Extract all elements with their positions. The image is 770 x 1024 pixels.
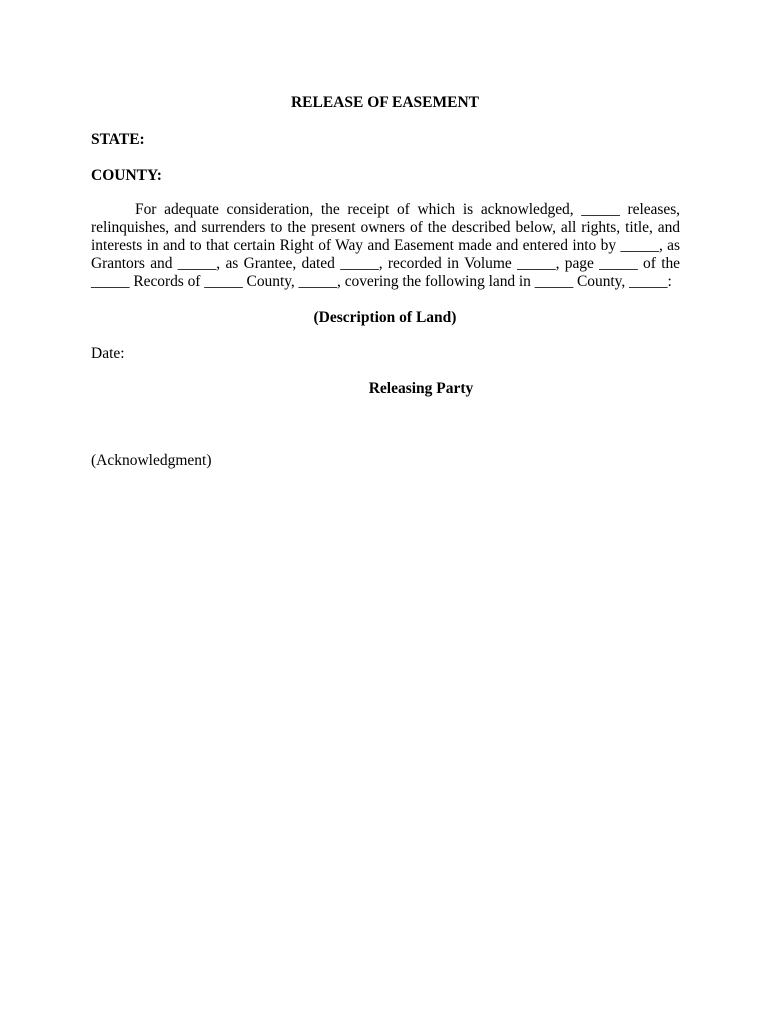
- releasing-party-label: Releasing Party: [368, 380, 474, 397]
- county-label: COUNTY:: [91, 167, 162, 184]
- state-label: STATE:: [91, 131, 145, 148]
- release-body-paragraph: For adequate consideration, the receipt of which is acknowledged, _____ releases, relinquishes, and surrenders to the present owners of the described below, all rights, title, and interests in and to that certain Right of Way and Easement made and entered into by _____, as Grantors and _____, as Grantee, dated _____, recorded in Volume _____, page _____ of the _____ Records of _____ County, _____, covering the following land in _____ County, _____:: [91, 201, 680, 290]
- acknowledgment-label: (Acknowledgment): [91, 452, 212, 469]
- document-title: RELEASE OF EASEMENT: [290, 94, 480, 111]
- date-label: Date:: [91, 345, 125, 362]
- description-of-land-label: (Description of Land): [313, 309, 457, 326]
